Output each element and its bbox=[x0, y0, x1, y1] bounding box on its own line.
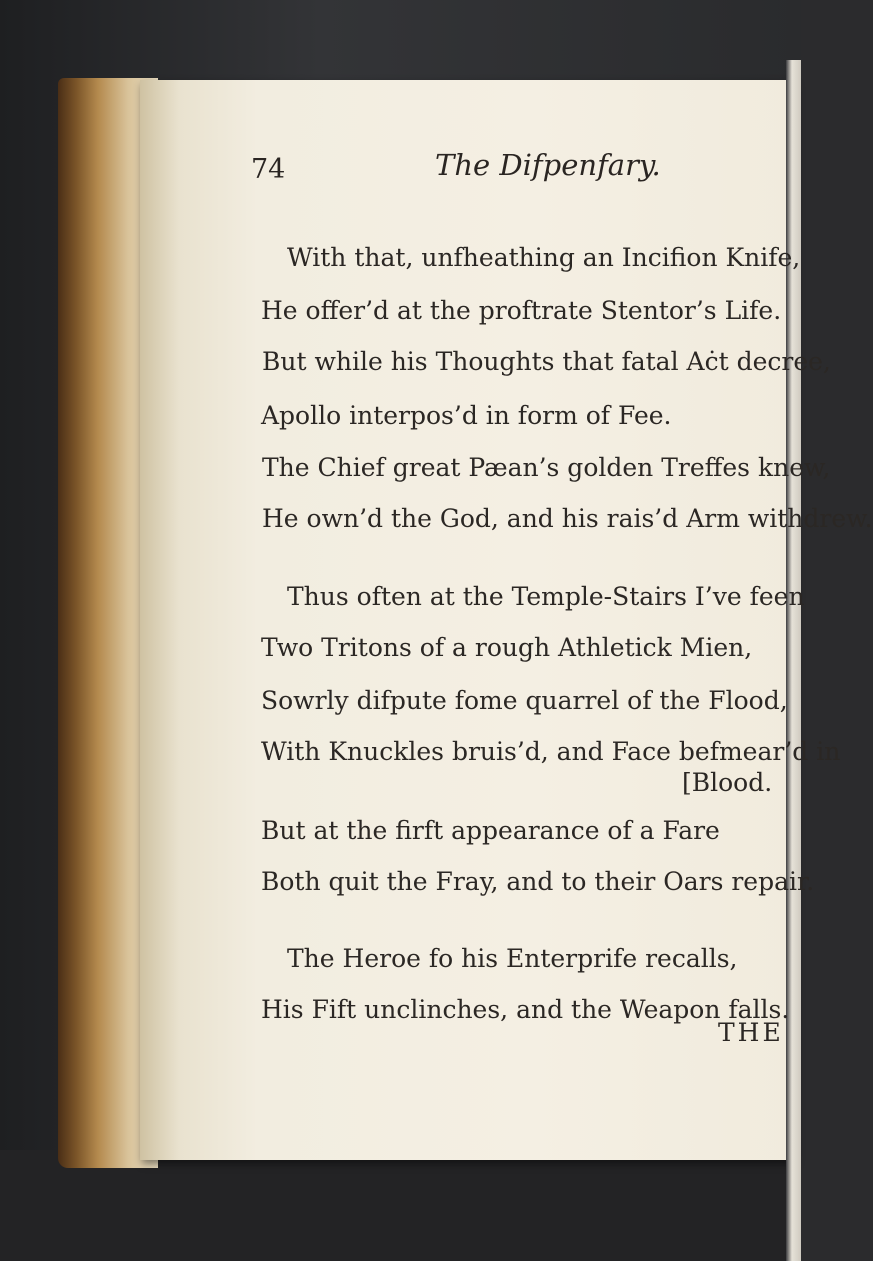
verse-line: Sowrly difpute fome quarrel of the Flood, bbox=[261, 686, 788, 715]
verse-line: The Chief great Pæan’s golden Treffes knew, bbox=[262, 453, 831, 482]
verse-line: His Fift unclinches, and the Weapon falls. bbox=[261, 995, 790, 1024]
verse-line: Two Tritons of a rough Athletick Mien, bbox=[261, 633, 753, 662]
verse-line: But while his Thoughts that fatal Aċt decree, bbox=[262, 347, 831, 376]
verse-line: With that, unfheathing an Incifion Knife, bbox=[287, 243, 801, 272]
catchword: THE bbox=[718, 1018, 784, 1047]
verse-line: Thus often at the Temple-Stairs I’ve feen bbox=[287, 582, 805, 611]
facing-page-edge bbox=[786, 60, 801, 1261]
page-number: 74 bbox=[251, 154, 286, 185]
verse-line: But at the firft appearance of a Fare bbox=[261, 816, 720, 845]
verse-line: The Heroe fo his Enterprife recalls, bbox=[287, 944, 738, 973]
verse-line: With Knuckles bruis’d, and Face befmear’d in bbox=[261, 737, 841, 766]
verse-line: Both quit the Fray, and to their Oars repair. bbox=[261, 867, 815, 896]
running-head bbox=[0, 148, 801, 188]
verse-line: He own’d the God, and his rais’d Arm withdrew. bbox=[262, 504, 873, 533]
verse-line-turnover: [Blood. bbox=[682, 768, 773, 797]
running-title: The Difpenfary. bbox=[435, 148, 661, 182]
verse-line: He offer’d at the proftrate Stentor’s Life. bbox=[261, 296, 782, 325]
verse-line: Apollo interpos’d in form of Fee. bbox=[261, 401, 672, 430]
